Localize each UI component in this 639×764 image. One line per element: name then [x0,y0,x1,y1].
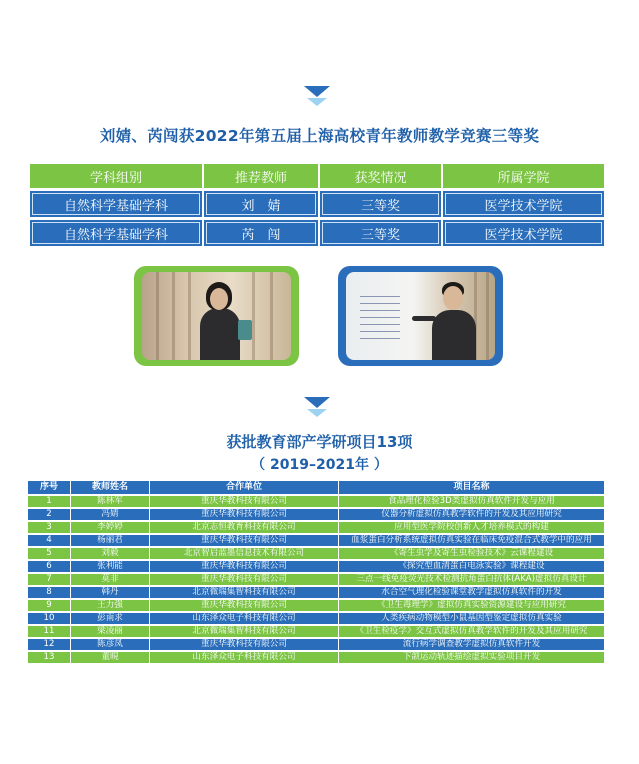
project-subtitle: （ 2019–2021年 ） [251,457,388,473]
table-cell: 王力强 [71,600,149,611]
table-row [28,600,604,611]
table-cell: 重庆华教科技有限公司 [150,535,338,546]
award-table-header [30,164,604,188]
header-cell: 项目名称 [339,481,604,494]
table-cell: 自然科学基础学科 [30,220,202,246]
table-cell: 医学技术学院 [443,220,604,246]
table-cell: 食品理化检验3D类虚拟仿真软件开发与应用 [339,496,604,507]
table-row [28,587,604,598]
teacher-photo [134,266,299,366]
table-cell: 梁凌丽 [71,626,149,637]
chevron-down-icon [304,397,330,408]
header-cell: 推荐教师 [204,164,318,188]
table-cell: 6 [28,561,70,572]
table-cell: 重庆华教科技有限公司 [150,574,338,585]
table-cell: 仪器分析虚拟仿真教学软件的开发及其应用研究 [339,509,604,520]
award-table [28,161,606,249]
table-cell: 陈林军 [71,496,149,507]
table-cell: 10 [28,613,70,624]
table-cell: 重庆华教科技有限公司 [150,561,338,572]
table-cell: 刘 婧 [204,191,318,217]
table-row [28,522,604,533]
header-cell: 所属学院 [443,164,604,188]
table-row [28,639,604,650]
table-cell: 水合空气理化检验课堂教学虚拟仿真软件的开发 [339,587,604,598]
table-cell: 北京微瑞集智科技有限公司 [150,626,338,637]
table-cell: 5 [28,548,70,559]
table-cell: 张利能 [71,561,149,572]
table-cell: 9 [28,600,70,611]
project-table-header [28,481,604,494]
table-cell: 重庆华教科技有限公司 [150,496,338,507]
table-cell: 下颌运动轨迹描绘虚拟实验项目开发 [339,652,604,663]
table-cell: 应用型医学院校创新人才培养模式的构建 [339,522,604,533]
chevron-down-icon [304,86,330,97]
table-cell: 13 [28,652,70,663]
table-cell: 李婷婷 [71,522,149,533]
table-cell: 2 [28,509,70,520]
table-row [28,496,604,507]
table-cell: 重庆华教科技有限公司 [150,509,338,520]
table-cell: 山东泽众电子科技有限公司 [150,652,338,663]
table-row [28,574,604,585]
table-cell: 董晛 [71,652,149,663]
table-cell: 杨丽君 [71,535,149,546]
table-cell: 陈彦凤 [71,639,149,650]
table-cell: 3 [28,522,70,533]
table-cell: 人类疾病动物模型小鼠基因型鉴定虚拟仿真实验 [339,613,604,624]
table-cell: 重庆华教科技有限公司 [150,600,338,611]
table-cell: 7 [28,574,70,585]
table-cell: 北京微瑞集智科技有限公司 [150,587,338,598]
project-title: 获批教育部产学研项目13项 [226,433,413,451]
table-cell: 北京志恒教育科技有限公司 [150,522,338,533]
table-cell: 流行病学调查教学虚拟仿真软件开发 [339,639,604,650]
header-cell: 合作单位 [150,481,338,494]
table-row [28,561,604,572]
table-row [28,509,604,520]
table-cell: 医学技术学院 [443,191,604,217]
table-cell: 三等奖 [320,220,441,246]
header-cell: 学科组别 [30,164,202,188]
table-cell: 韩丹 [71,587,149,598]
teacher-photo [338,266,503,366]
table-cell: 莫非 [71,574,149,585]
table-row [28,535,604,546]
table-cell: 11 [28,626,70,637]
table-row [28,626,604,637]
table-cell: 《卫生毒理学》虚拟仿真实验资源建设与应用研究 [339,600,604,611]
award-title: 刘婧、芮闯获2022年第五届上海高校青年教师教学竞赛三等奖 [99,127,540,145]
table-cell: 刘毅 [71,548,149,559]
table-cell: 《卫生检疫学》交互式虚拟仿真教学软件的开发及其应用研究 [339,626,604,637]
header-cell: 序号 [28,481,70,494]
table-row [30,220,604,246]
table-cell: 血浆蛋白分析系统虚拟仿真实验在临床免疫混合式教学中的应用 [339,535,604,546]
table-cell: 12 [28,639,70,650]
table-cell: 《寄生虫学及寄生虫检验技术》云课程建设 [339,548,604,559]
table-row [28,548,604,559]
table-cell: 山东泽众电子科技有限公司 [150,613,338,624]
table-cell: 自然科学基础学科 [30,191,202,217]
header-cell: 教师姓名 [71,481,149,494]
chevron-down-icon [307,409,327,417]
table-cell: 三等奖 [320,191,441,217]
header-cell: 获奖情况 [320,164,441,188]
table-cell: 三点一线免疫荧光技术检测抗角蛋白抗体(AKA)虚拟仿真设计 [339,574,604,585]
table-cell: 重庆华教科技有限公司 [150,639,338,650]
chevron-down-icon [307,98,327,106]
table-row [30,191,604,217]
table-cell: 《探究型血清蛋白电泳实验》课程建设 [339,561,604,572]
table-cell: 8 [28,587,70,598]
table-cell: 北京智启蓝墨信息技术有限公司 [150,548,338,559]
table-cell: 1 [28,496,70,507]
table-row [28,613,604,624]
project-table [27,479,605,665]
table-cell: 芮 闯 [204,220,318,246]
table-cell: 4 [28,535,70,546]
table-row [28,652,604,663]
table-cell: 彭南求 [71,613,149,624]
table-cell: 冯婧 [71,509,149,520]
